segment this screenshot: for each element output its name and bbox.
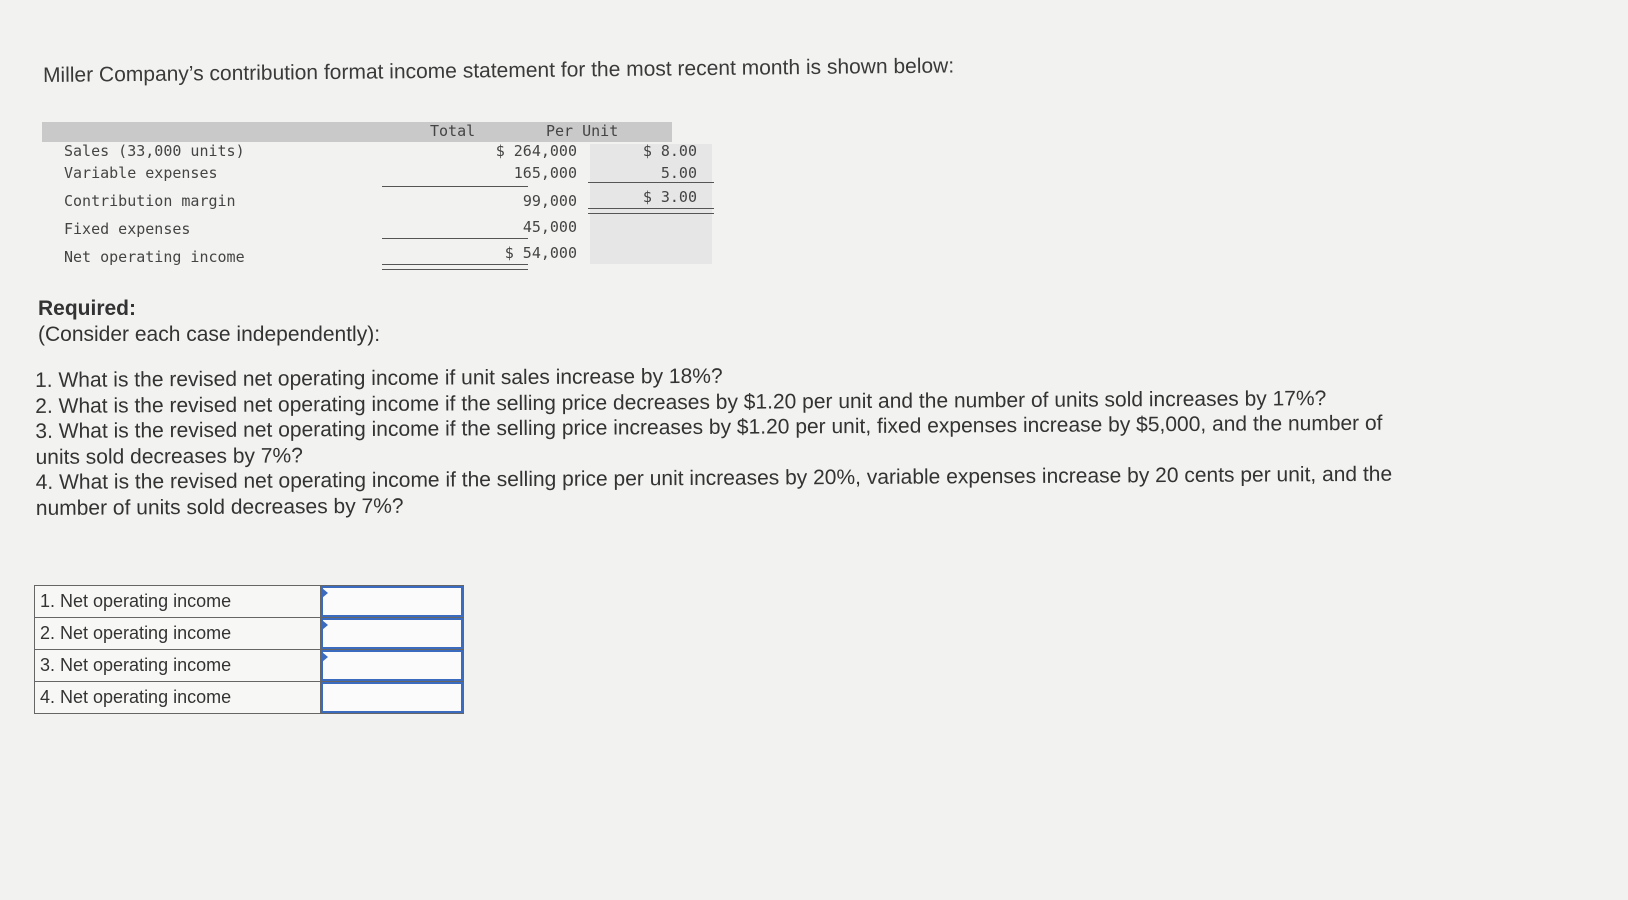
- answer-row: [35, 586, 464, 618]
- intro-text: Miller Company’s contribution format income statement for the most recent month is shown below:: [42, 54, 955, 87]
- questions-list: [35, 360, 1416, 521]
- answer-label-2: 2. Net operating income: [35, 618, 321, 650]
- question-4: 4. What is the revised net operating income if the selling price per unit increases by 20%, variable expenses increase by 20 cents per unit, and the number of units sold decreases by 7%?: [35, 462, 1393, 520]
- required-heading: Required:: [38, 297, 137, 320]
- answer-input-1[interactable]: [321, 586, 463, 617]
- required-section: [38, 297, 380, 347]
- unit-contribution-margin: $ 3.00: [642, 188, 697, 206]
- question-2: 2. What is the revised net operating income if the selling price decreases by $1.20 per unit and the number of units sold increases by 17%?: [35, 386, 1327, 418]
- answer-label-4: 4. Net operating income: [35, 682, 321, 714]
- question-1: 1. What is the revised net operating income if unit sales increase by 18%?: [35, 364, 723, 392]
- answer-row: [35, 650, 464, 682]
- unit-underline-1: [588, 182, 714, 183]
- answer-table: [34, 585, 464, 714]
- answer-input-2[interactable]: [321, 618, 463, 649]
- header-per-unit: Per Unit: [546, 122, 619, 140]
- total-sales: $ 264,000: [495, 142, 577, 160]
- unit-double-underline: [588, 208, 714, 214]
- row-label-sales: Sales (33,000 units): [64, 142, 245, 160]
- answer-row: [35, 682, 464, 714]
- row-label-variable-expenses: Variable expenses: [64, 164, 218, 182]
- unit-variable-expenses: 5.00: [660, 164, 697, 182]
- row-label-contribution-margin: Contribution margin: [64, 192, 236, 210]
- answer-row: [35, 618, 464, 650]
- row-label-net-operating-income: Net operating income: [64, 248, 245, 266]
- unit-sales: $ 8.00: [642, 142, 697, 160]
- answer-label-3: 3. Net operating income: [35, 650, 321, 682]
- income-statement: [42, 120, 697, 285]
- header-total: Total: [430, 122, 476, 140]
- total-contribution-margin: 99,000: [522, 192, 577, 210]
- required-note: (Consider each case independently):: [38, 323, 381, 346]
- row-label-fixed-expenses: Fixed expenses: [64, 220, 191, 238]
- answer-label-1: 1. Net operating income: [35, 586, 321, 618]
- total-double-underline: [382, 264, 528, 270]
- input-marker-icon: [322, 588, 328, 598]
- total-net-operating-income: $ 54,000: [504, 244, 577, 262]
- total-variable-expenses: 165,000: [513, 164, 577, 182]
- input-marker-icon: [322, 620, 328, 630]
- total-underline-2: [382, 238, 528, 239]
- answer-input-4[interactable]: [321, 682, 463, 713]
- question-3: 3. What is the revised net operating income if the selling price increases by $1.20 per unit, fixed expenses increase by $5,000, and the number of units sold decreases by 7%?: [35, 411, 1383, 469]
- total-underline-1: [382, 186, 528, 187]
- answer-input-3[interactable]: [321, 650, 463, 681]
- total-fixed-expenses: 45,000: [522, 218, 577, 236]
- input-marker-icon: [322, 652, 328, 662]
